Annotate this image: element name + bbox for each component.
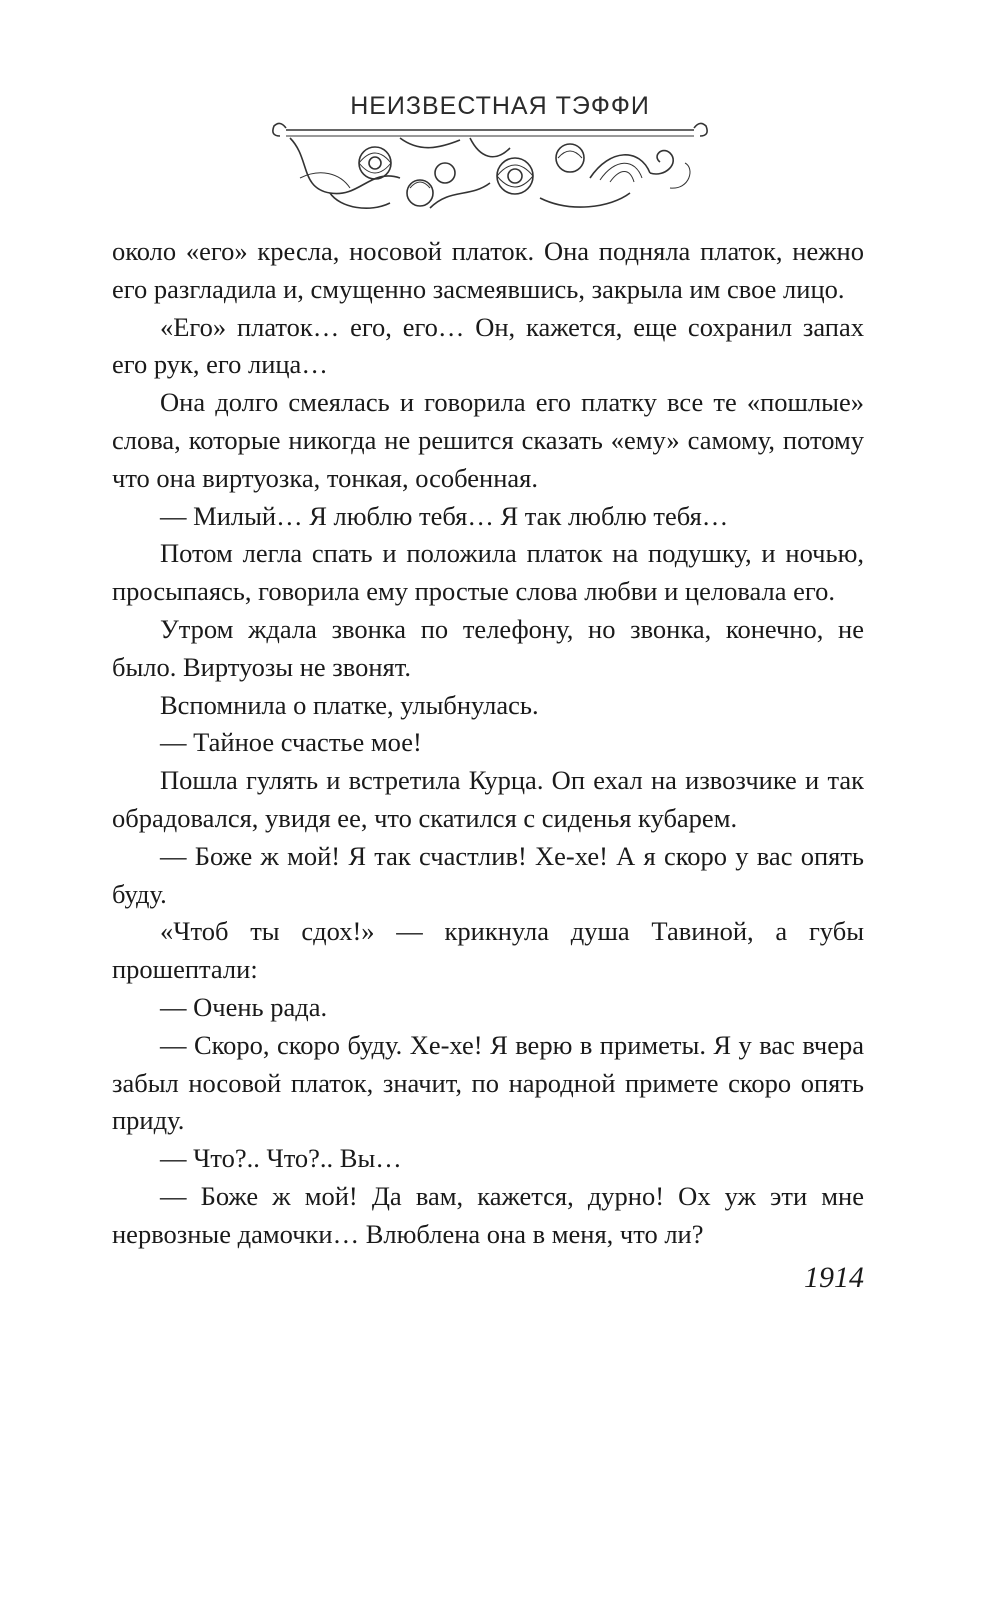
floral-ornament-icon [270,118,710,218]
paragraph: Пошла гулять и встретила Курца. Оп ехал на извозчике и так обрадовался, увидя ее, что скатился с сиденья кубарем. [112,765,864,833]
date-signature: 1914 [804,1260,864,1294]
paragraph: — Что?.. Что?.. Вы… [160,1143,402,1174]
running-title: НЕИЗВЕСТНАЯ ТЭФФИ [350,92,650,120]
paragraph: — Очень рада. [160,991,328,1022]
paragraph: «Чтоб ты сдох!» — крикнула душа Тавиной, а губы прошептали: [112,916,864,985]
paragraph: — Боже ж мой! Я так счастлив! Хе-хе! А я скоро у вас опять буду. [112,840,864,909]
paragraph: — Боже ж мой! Да вам, кажется, дурно! Ох уж эти мне нервозные дамочки… Влюблена она в меня, что ли? [112,1180,864,1249]
paragraph: Вспомнила о платке, улыбнулась. [160,689,539,720]
paragraph: — Тайное счастье мое! [160,727,422,758]
paragraph: Утром ждала звонка по телефону, но звонка, конечно, не было. Виртуозы не звонят. [112,613,864,682]
paragraph: — Скоро, скоро буду. Хе-хе! Я верю в приметы. Я у вас вчера забыл носовой платок, значит, по народной примете скоро опять приду. [112,1029,864,1136]
paragraph: Потом легла спать и положила платок на подушку, и ночью, просыпаясь, говорила ему простые слова любви и целовала его. [112,538,864,607]
body-text [112,233,864,1302]
paragraph: Она долго смеялась и говорила его платку все те «пошлые» слова, которые никогда не решится сказать «ему» самому, потому что она виртуозка, тонкая, особенная. [112,387,864,493]
paragraph: — Милый… Я люблю тебя… Я так люблю тебя… [160,500,729,531]
paragraph: «Его» платок… его, его… Он, кажется, еще сохранил запах его рук, его лица… [112,311,864,380]
paragraph: около «его» кресла, носовой платок. Она подняла платок, нежно его разгладила и, смущенно засмеявшись, закрыла им свое лицо. [112,236,864,304]
